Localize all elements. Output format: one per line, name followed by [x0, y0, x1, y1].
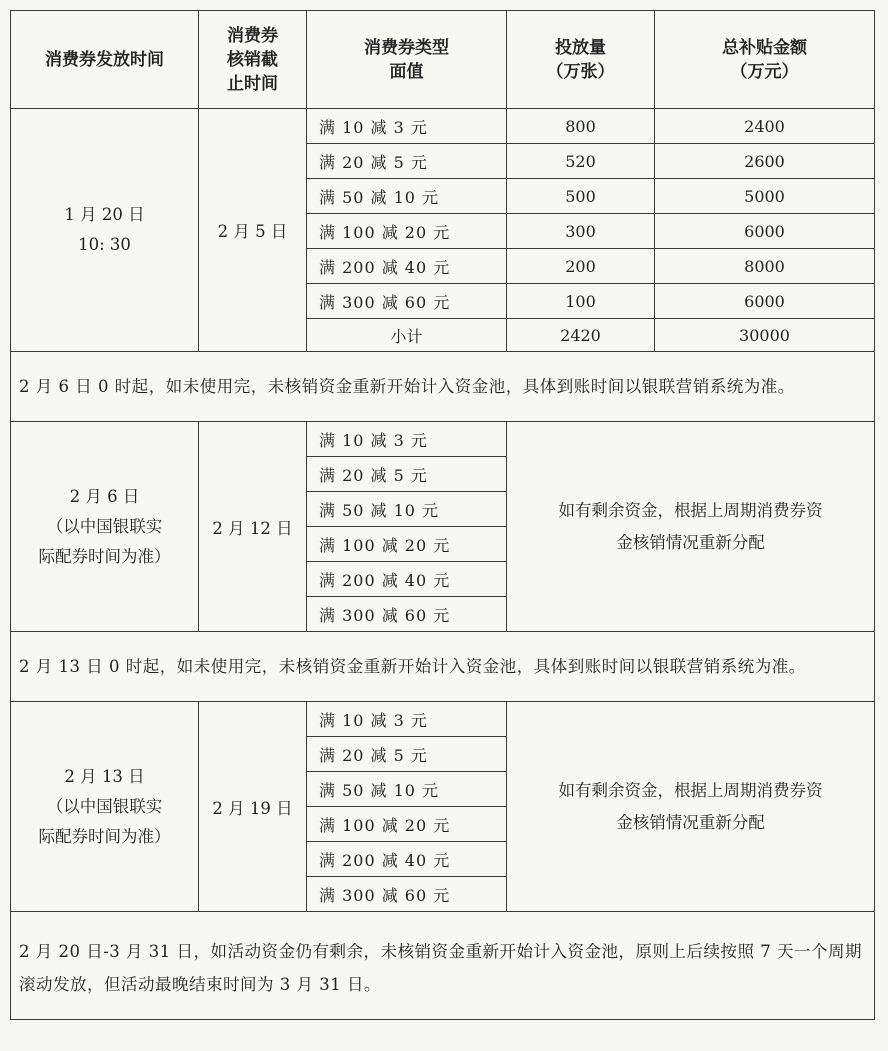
coupon-type-cell: 满 20 减 5 元 — [307, 457, 507, 492]
period3-deadline: 2 月 19 日 — [199, 702, 307, 912]
period2-issue-time: 2 月 6 日 （以中国银联实 际配券时间为准） — [11, 422, 199, 632]
period1-deadline: 2 月 5 日 — [199, 109, 307, 352]
header-quantity: 投放量 （万张） — [507, 11, 655, 109]
coupon-type-cell: 满 200 减 40 元 — [307, 249, 507, 284]
quantity-cell: 100 — [507, 284, 655, 319]
subtotal-quantity: 2420 — [507, 319, 655, 352]
coupon-type-cell: 满 50 减 10 元 — [307, 492, 507, 527]
subsidy-cell: 2600 — [655, 144, 875, 179]
subtotal-subsidy: 30000 — [655, 319, 875, 352]
coupon-type-cell: 满 10 减 3 元 — [307, 702, 507, 737]
subtotal-label: 小计 — [307, 319, 507, 352]
subsidy-cell: 5000 — [655, 179, 875, 214]
coupon-type-cell: 满 10 减 3 元 — [307, 109, 507, 144]
header-deadline: 消费券 核销截 止时间 — [199, 11, 307, 109]
document — [10, 10, 875, 1020]
header-subsidy: 总补贴金额 （万元） — [655, 11, 875, 109]
table-row — [11, 109, 875, 144]
quantity-cell: 520 — [507, 144, 655, 179]
coupon-type-cell: 满 20 减 5 元 — [307, 144, 507, 179]
coupon-type-cell: 满 100 减 20 元 — [307, 807, 507, 842]
table-row — [11, 422, 875, 457]
coupon-type-cell: 满 10 减 3 元 — [307, 422, 507, 457]
note-row — [11, 352, 875, 422]
note-2: 2 月 13 日 0 时起，如未使用完，未核销资金重新开始计入资金池，具体到账时间以银联营销系统为准。 — [11, 632, 875, 702]
quantity-cell: 500 — [507, 179, 655, 214]
period3-remark: 如有剩余资金，根据上周期消费券资 金核销情况重新分配 — [507, 702, 875, 912]
coupon-type-cell: 满 20 减 5 元 — [307, 737, 507, 772]
note-row — [11, 912, 875, 1020]
note-3: 2 月 20 日-3 月 31 日，如活动资金仍有剩余，未核销资金重新开始计入资金池，原则上后续按照 7 天一个周期滚动发放，但活动最晚结束时间为 3 月 31 日。 — [11, 912, 875, 1020]
period1-issue-time: 1 月 20 日 10: 30 — [11, 109, 199, 352]
subsidy-cell: 8000 — [655, 249, 875, 284]
quantity-cell: 200 — [507, 249, 655, 284]
quantity-cell: 300 — [507, 214, 655, 249]
subsidy-cell: 6000 — [655, 214, 875, 249]
coupon-type-cell: 满 200 减 40 元 — [307, 562, 507, 597]
coupon-type-cell: 满 50 减 10 元 — [307, 772, 507, 807]
note-row — [11, 632, 875, 702]
subsidy-cell: 2400 — [655, 109, 875, 144]
coupon-type-cell: 满 50 减 10 元 — [307, 179, 507, 214]
period3-issue-time: 2 月 13 日 （以中国银联实 际配券时间为准） — [11, 702, 199, 912]
coupon-type-cell: 满 200 减 40 元 — [307, 842, 507, 877]
period2-remark: 如有剩余资金，根据上周期消费券资 金核销情况重新分配 — [507, 422, 875, 632]
header-coupon-type: 消费券类型 面值 — [307, 11, 507, 109]
coupon-type-cell: 满 300 减 60 元 — [307, 877, 507, 912]
coupon-type-cell: 满 100 减 20 元 — [307, 214, 507, 249]
coupon-schedule-table — [10, 10, 875, 1020]
coupon-type-cell: 满 300 减 60 元 — [307, 597, 507, 632]
table-row — [11, 702, 875, 737]
coupon-type-cell: 满 100 减 20 元 — [307, 527, 507, 562]
table-header-row — [11, 11, 875, 109]
subsidy-cell: 6000 — [655, 284, 875, 319]
note-1: 2 月 6 日 0 时起，如未使用完，未核销资金重新开始计入资金池，具体到账时间以银联营销系统为准。 — [11, 352, 875, 422]
coupon-type-cell: 满 300 减 60 元 — [307, 284, 507, 319]
period2-deadline: 2 月 12 日 — [199, 422, 307, 632]
header-issue-time: 消费券发放时间 — [11, 11, 199, 109]
quantity-cell: 800 — [507, 109, 655, 144]
